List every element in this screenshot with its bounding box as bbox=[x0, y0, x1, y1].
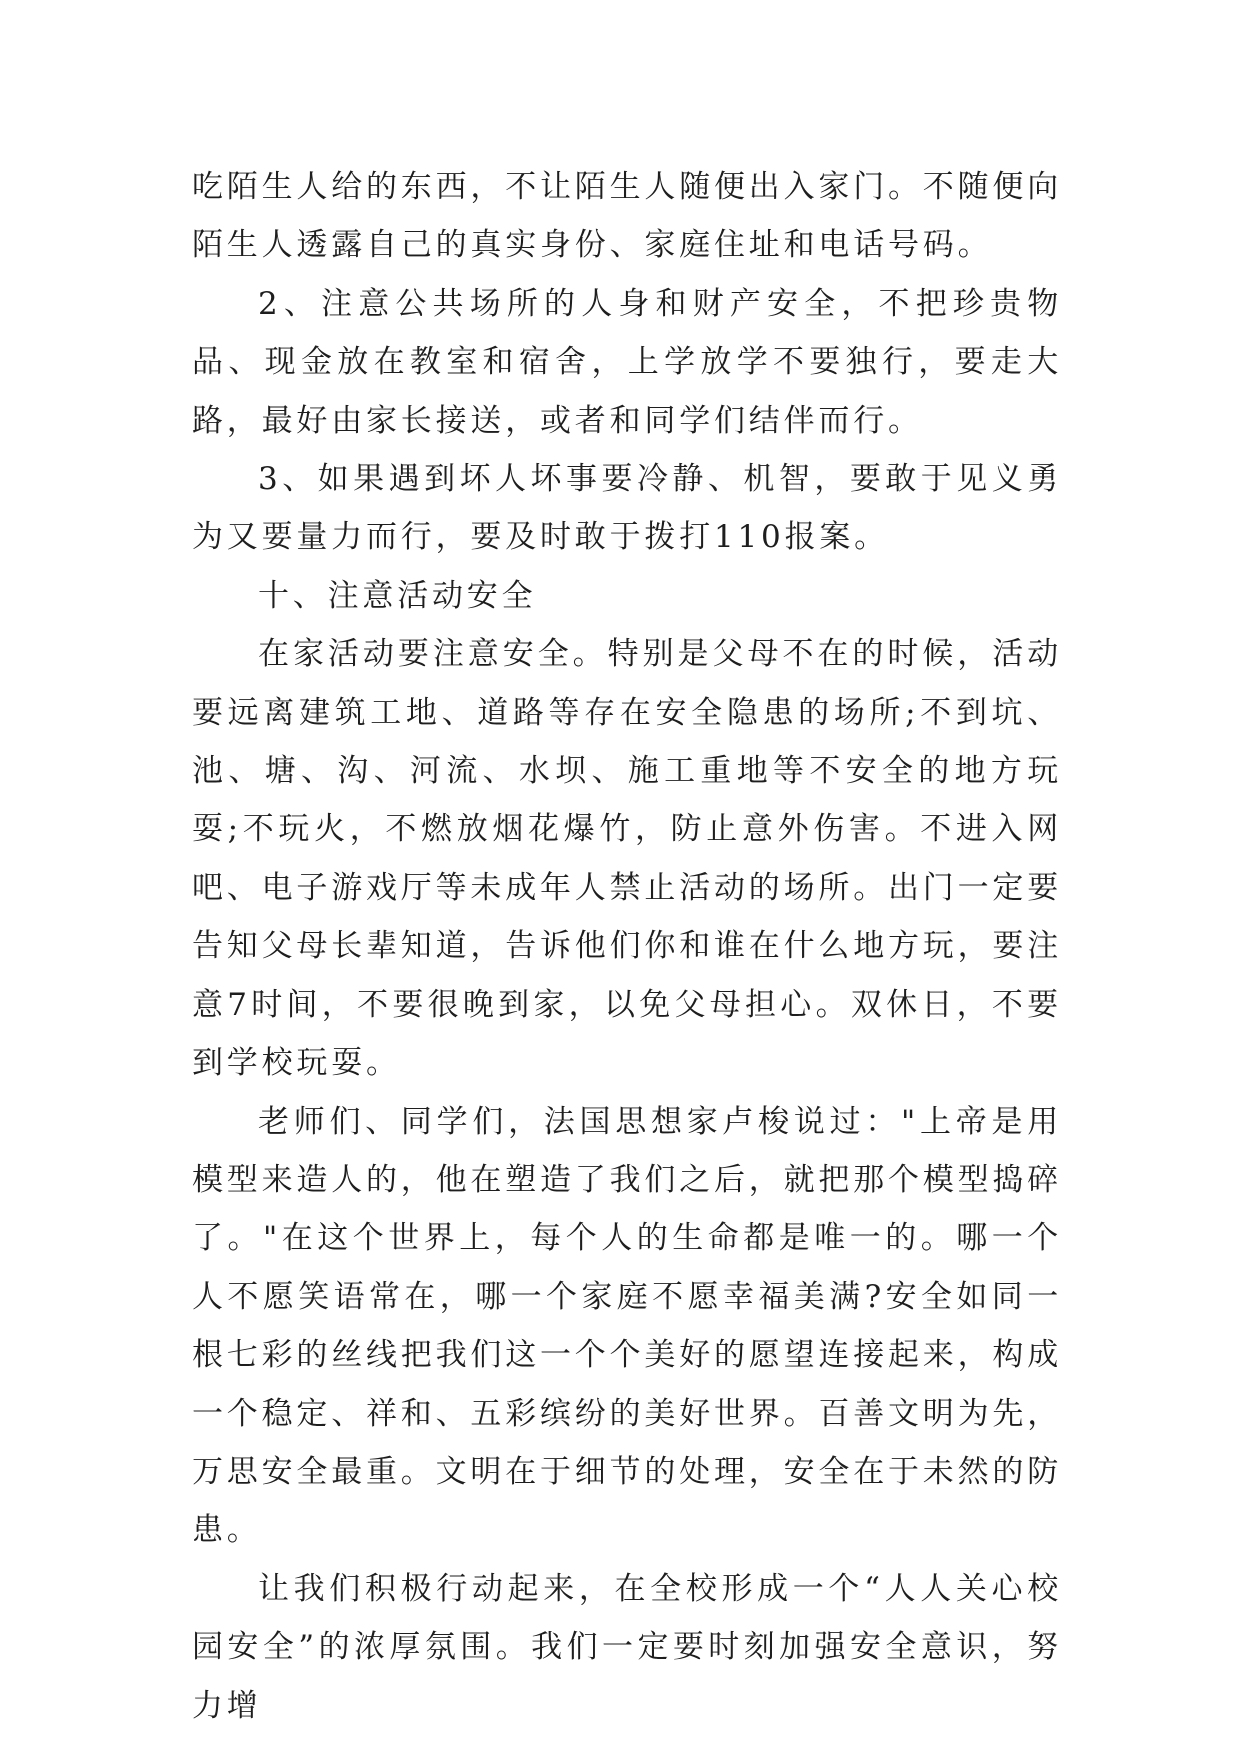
paragraph-stranger-safety: 吃陌生人给的东西，不让陌生人随便出入家门。不随便向陌生人透露自己的真实身份、家庭住址和电话号码。 bbox=[192, 169, 1062, 264]
paragraph-public-property-safety: 2、注意公共场所的人身和财产安全，不把珍贵物品、现金放在教室和宿舍，上学放学不要独行，要走大路，最好由家长接送，或者和同学们结伴而行。 bbox=[192, 285, 1062, 439]
paragraph-rousseau-quote: 老师们、同学们，法国思想家卢梭说过："上帝是用模型来造人的，他在塑造了我们之后，就把那个模型捣碎了。"在这个世界上，每个人的生命都是唯一的。哪一个人不愿笑语常在，哪一个家庭不愿幸福美满?安全如同一根七彩的丝线把我们这一个个美好的愿望连接起来，构成一个稳定、祥和、五彩缤纷的美好世界。百善文明为先，万思安全最重。文明在于细节的处理，安全在于未然的防患。 bbox=[192, 1103, 1062, 1549]
section-heading-activity-safety: 十、注意活动安全 bbox=[258, 577, 537, 614]
paragraph-home-activity-safety: 在家活动要注意安全。特别是父母不在的时候，活动要远离建筑工地、道路等存在安全隐患的场所;不到坑、池、塘、沟、河流、水坝、施工重地等不安全的地方玩耍;不玩火，不燃放烟花爆竹，防止意外伤害。不进入网吧、电子游戏厅等未成年人禁止活动的场所。出门一定要告知父母长辈知道，告诉他们你和谁在什么地方玩，要注意7时间，不要很晚到家，以免父母担心。双休日，不要到学校玩耍。 bbox=[192, 636, 1062, 1082]
document-body bbox=[192, 158, 1062, 1735]
paragraph-call-to-action: 让我们积极行动起来，在全校形成一个“人人关心校园安全”的浓厚氛围。我们一定要时刻加强安全意识，努力增 bbox=[192, 1570, 1062, 1724]
paragraph-bad-people: 3、如果遇到坏人坏事要冷静、机智，要敢于见义勇为又要量力而行，要及时敢于拨打110报案。 bbox=[192, 461, 1062, 556]
